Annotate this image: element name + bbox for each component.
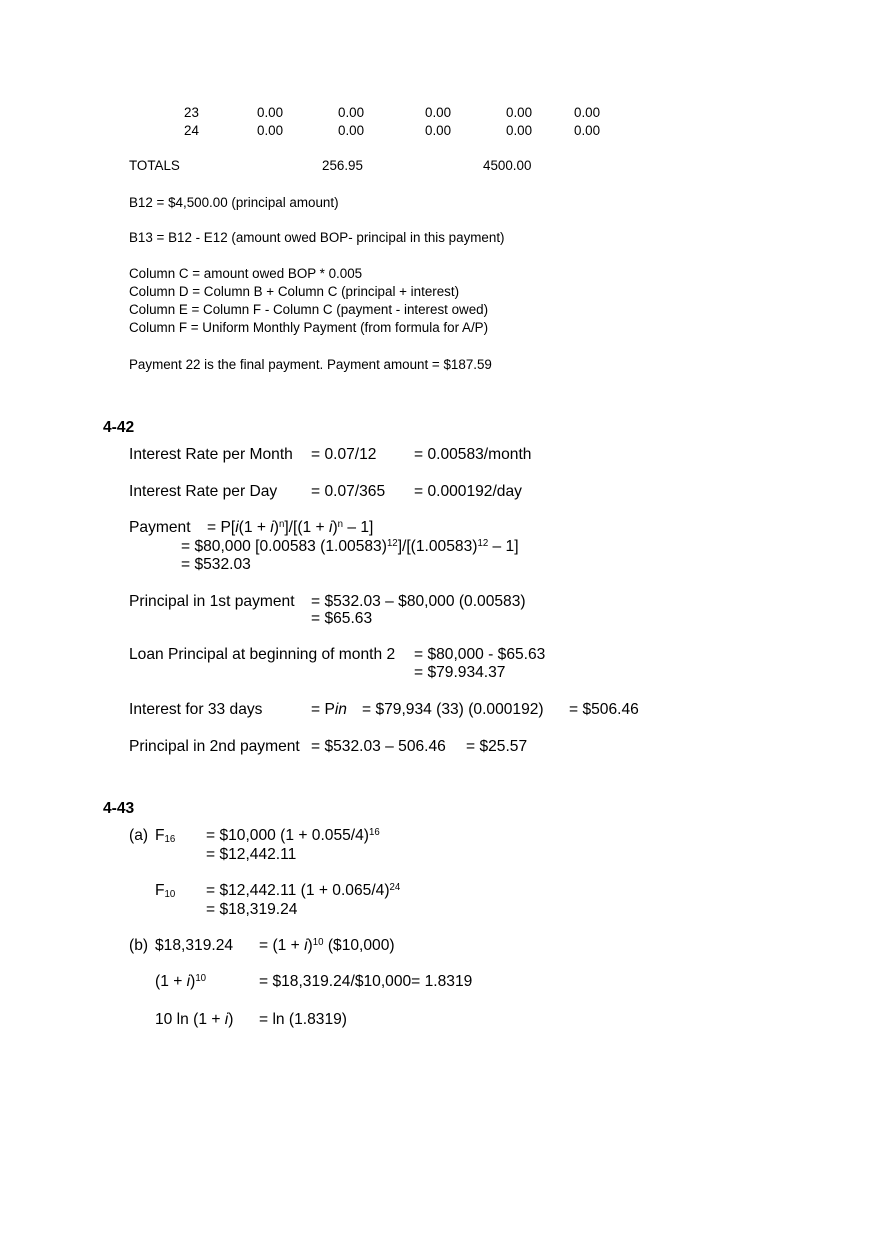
- f10-equation: = $12,442.11 $(1 + 0.065/4)^{24}$: [206, 881, 401, 899]
- part-a-label: (a): [129, 827, 149, 844]
- interest-33-calculation: = $79,934 (33) (0.000192): [362, 701, 544, 718]
- payment-result: = $532.03: [181, 556, 251, 573]
- table-cell: 0.00: [574, 105, 601, 120]
- payment-label: Payment: [129, 519, 191, 536]
- table-cell: 0.00: [257, 123, 284, 138]
- row-number: 23: [184, 105, 199, 120]
- f16-symbol: $F_{16}$: [155, 827, 176, 846]
- interest-33-formula: = Pin: [311, 701, 347, 718]
- note-column-e: Column E = Column F - Column C (payment - interest owed): [129, 302, 489, 317]
- rate-month-label: Interest Rate per Month: [129, 446, 293, 463]
- principal-2-label: Principal in 2nd payment: [129, 738, 300, 755]
- table-cell: 0.00: [257, 105, 284, 120]
- loan-principal-value: = $79.934.37: [414, 664, 506, 681]
- note-column-c: Column C = amount owed BOP * 0.005: [129, 266, 363, 281]
- part-b-rhs: = $(1 + i)^{10}$ ($10,000): [259, 936, 395, 954]
- problem-heading: 4-43: [103, 800, 135, 817]
- note-b13: B13 = B12 - E12 (amount owed BOP- principal in this payment): [129, 230, 505, 245]
- interest-33-value: = $506.46: [569, 701, 639, 718]
- rate-month-value: = 0.00583/month: [414, 446, 532, 463]
- interest-33-label: Interest for 33 days: [129, 701, 263, 718]
- principal-1-value: = $65.63: [311, 610, 373, 627]
- f16-value: = $12,442.11: [206, 846, 297, 863]
- table-cell: 0.00: [574, 123, 601, 138]
- loan-principal-label: Loan Principal at beginning of month 2: [129, 646, 396, 663]
- totals-interest: 256.95: [322, 158, 363, 173]
- problem-heading: 4-42: [103, 419, 135, 436]
- log-step-lhs: 10 ln (1 + i): [155, 1011, 234, 1028]
- rate-day-label: Interest Rate per Day: [129, 483, 278, 500]
- note-column-f: Column F = Uniform Monthly Payment (from formula for A/P): [129, 320, 489, 335]
- totals-label: TOTALS: [129, 158, 180, 173]
- table-cell: 0.00: [425, 105, 452, 120]
- table-cell: 0.00: [506, 123, 533, 138]
- log-step-rhs: = ln (1.8319): [259, 1011, 347, 1028]
- part-b-lhs: $18,319.24: [155, 937, 234, 954]
- table-cell: 0.00: [425, 123, 452, 138]
- rate-day-equation: = 0.07/365: [311, 483, 386, 500]
- note-final-payment: Payment 22 is the final payment. Payment amount = $187.59: [129, 357, 492, 372]
- principal-1-label: Principal in 1st payment: [129, 593, 295, 610]
- principal-2-value: = $25.57: [466, 738, 528, 755]
- note-column-d: Column D = Column B + Column C (principal + interest): [129, 284, 460, 299]
- step-rhs: = $18,319.24/$10,000= 1.8319: [259, 973, 473, 990]
- rate-day-value: = 0.000192/day: [414, 483, 522, 500]
- step-lhs: $(1 + i)^{10}$: [155, 972, 207, 990]
- table-cell: 0.00: [506, 105, 533, 120]
- totals-principal: 4500.00: [483, 158, 532, 173]
- rate-month-equation: = 0.07/12: [311, 446, 377, 463]
- table-cell: 0.00: [338, 123, 365, 138]
- note-b12: B12 = $4,500.00 (principal amount): [129, 195, 339, 210]
- principal-1-equation: = $532.03 – $80,000 (0.00583): [311, 593, 526, 610]
- payment-substitution: = $80,000 [0.00583 $(1.00583)^{12}]/[(1.00583)^{12} - 1]$: [181, 537, 519, 555]
- table-cell: 0.00: [338, 105, 365, 120]
- principal-2-equation: = $532.03 – 506.46: [311, 738, 446, 755]
- part-b-label: (b): [129, 937, 149, 954]
- loan-principal-equation: = $80,000 - $65.63: [414, 646, 546, 663]
- row-number: 24: [184, 123, 199, 138]
- f10-symbol: $F_{10}$: [155, 882, 176, 901]
- f10-value: = $18,319.24: [206, 901, 298, 918]
- f16-equation: = $10,000 $(1 + 0.055/4)^{16}$: [206, 826, 380, 844]
- payment-formula: = $P[i(1 + i)^n]/[(1 + i)^n - 1]$: [207, 518, 374, 536]
